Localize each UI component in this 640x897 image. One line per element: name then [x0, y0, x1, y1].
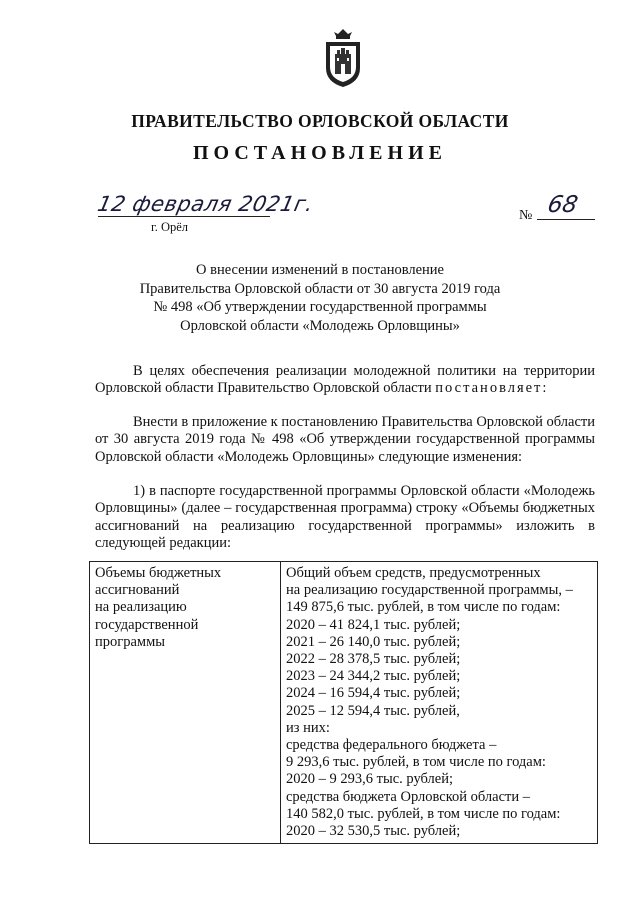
- value-line: 9 293,6 тыс. рублей, в том числе по годам:: [286, 754, 546, 771]
- value-line: из них:: [286, 719, 330, 736]
- budget-table: [89, 561, 598, 844]
- label-line: на реализацию: [95, 599, 187, 616]
- value-line: 2024 – 16 594,4 тыс. рублей;: [286, 685, 461, 702]
- number-label: №: [519, 208, 533, 223]
- date-underline: [98, 216, 270, 217]
- number-underline: [537, 219, 595, 220]
- resolves-word: постановляет:: [435, 380, 549, 397]
- value-line: средства федерального бюджета –: [286, 737, 497, 754]
- budget-label-cell: [90, 562, 281, 844]
- value-line: 2022 – 28 378,5 тыс. рублей;: [286, 651, 461, 668]
- value-line: 149 875,6 тыс. рублей, в том числе по годам:: [286, 599, 561, 616]
- amendment-paragraph: [95, 414, 595, 466]
- city-label: г. Орёл: [151, 220, 189, 234]
- value-line: 2020 – 41 824,1 тыс. рублей;: [286, 616, 461, 633]
- coat-of-arms-emblem: [322, 28, 364, 88]
- handwritten-number: 68: [545, 192, 581, 218]
- label-line: программы: [95, 633, 165, 650]
- subject-line: Правительства Орловской области от 30 августа 2019 года: [139, 280, 501, 297]
- value-line: 140 582,0 тыс. рублей, в том числе по годам:: [286, 805, 561, 822]
- value-line: 2021 – 26 140,0 тыс. рублей;: [286, 633, 461, 650]
- subject-line: № 498 «Об утверждении государственной программы: [153, 299, 487, 315]
- value-line: средства бюджета Орловской области –: [286, 788, 530, 805]
- value-line: 2023 – 24 344,2 тыс. рублей;: [286, 668, 461, 685]
- document-type-title: ПОСТАНОВЛЕНИЕ: [193, 142, 447, 164]
- value-line: 2025 – 12 594,4 тыс. рублей,: [286, 702, 460, 719]
- label-line: Объемы бюджетных: [95, 565, 222, 581]
- value-line: на реализацию государственной программы, –: [286, 582, 573, 599]
- budget-value-cell: [281, 562, 598, 844]
- preamble-paragraph: [95, 363, 595, 398]
- value-line: 2020 – 9 293,6 тыс. рублей;: [286, 771, 453, 788]
- table-row: [90, 562, 598, 844]
- label-line: ассигнований: [95, 582, 180, 599]
- government-title: ПРАВИТЕЛЬСТВО ОРЛОВСКОЙ ОБЛАСТИ: [131, 111, 509, 131]
- label-line: государственной: [95, 616, 199, 633]
- document-subject: [0, 261, 640, 335]
- amendment-text: Внести в приложение к постановлению Правительства Орловской области от 30 августа 2019 года № 498 «Об утверждении государственной программы Орловской области «Молодежь Орловщины» следующие изменения:: [95, 414, 595, 465]
- subject-line: О внесении изменений в постановление: [196, 262, 444, 278]
- value-line: Общий объем средств, предусмотренных: [286, 565, 541, 581]
- preamble-text: В целях обеспечения реализации молодежной политики на территории Орловской области Правительство Орловской области: [95, 363, 595, 397]
- subject-line: Орловской области «Молодежь Орловщины»: [180, 317, 460, 334]
- item-one-text: 1) в паспорте государственной программы Орловской области «Молодежь Орловщины» (далее – государственная программа) строку «Объемы бюджетных ассигнований на реализацию государственной программы» изложить в следующей редакции:: [95, 483, 595, 552]
- item-one-paragraph: [95, 483, 595, 553]
- handwritten-date: 12 февраля 2021г.: [95, 192, 316, 216]
- value-line: 2020 – 32 530,5 тыс. рублей;: [286, 823, 461, 840]
